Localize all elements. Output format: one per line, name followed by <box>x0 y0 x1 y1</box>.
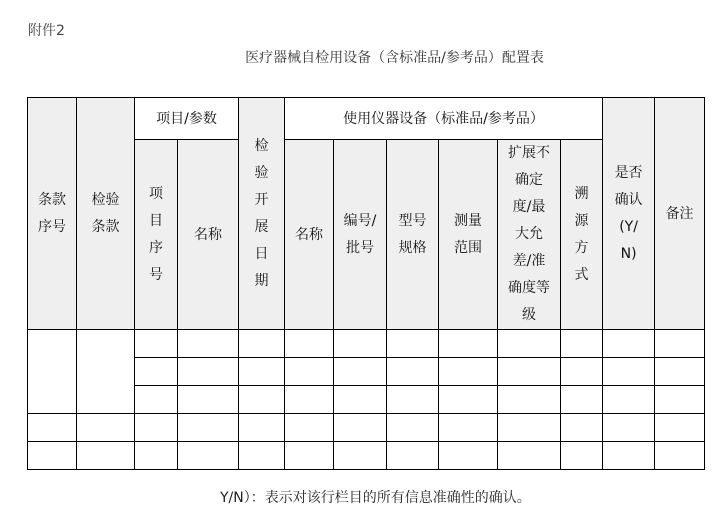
table-cell[interactable] <box>178 358 239 386</box>
footnote: Y/N）：表示对该行栏目的所有信息准确性的确认。 <box>220 490 531 506</box>
table-cell[interactable] <box>77 442 135 470</box>
table-cell[interactable] <box>561 330 603 358</box>
header-eq-code: 编号/ 批号 <box>334 140 387 330</box>
table-cell[interactable] <box>439 386 498 414</box>
table-cell[interactable] <box>387 386 439 414</box>
table-cell[interactable] <box>498 386 561 414</box>
table-cell[interactable] <box>655 414 705 442</box>
table-cell[interactable] <box>285 330 334 358</box>
attachment-label: 附件2 <box>28 23 65 39</box>
header-eq-uncertainty: 扩展不 确定 度/最 大允 差/准 确度等 级 <box>498 140 561 330</box>
header-eq-model: 型号 规格 <box>387 140 439 330</box>
table-cell[interactable] <box>334 414 387 442</box>
header-clause-no: 条款 序号 <box>28 98 77 330</box>
table-cell[interactable] <box>239 386 285 414</box>
table-cell[interactable] <box>387 414 439 442</box>
table-cell[interactable] <box>135 330 178 358</box>
table-cell[interactable] <box>178 442 239 470</box>
header-eq-trace: 溯 源 方 式 <box>561 140 603 330</box>
table-cell[interactable] <box>334 442 387 470</box>
table-cell[interactable] <box>135 358 178 386</box>
table-cell[interactable] <box>28 442 77 470</box>
table-cell[interactable] <box>387 442 439 470</box>
header-clause: 检验 条款 <box>77 98 135 330</box>
table-row <box>28 330 705 358</box>
table-cell[interactable] <box>239 442 285 470</box>
table-cell[interactable] <box>135 442 178 470</box>
table-cell[interactable] <box>239 414 285 442</box>
table-cell[interactable] <box>28 414 77 442</box>
table-cell[interactable] <box>561 386 603 414</box>
table-cell[interactable] <box>178 414 239 442</box>
table-cell[interactable] <box>285 414 334 442</box>
table-cell[interactable] <box>77 330 135 414</box>
header-item-no: 项 目 序 号 <box>135 140 178 330</box>
table-cell[interactable] <box>285 442 334 470</box>
table-cell[interactable] <box>603 442 655 470</box>
header-test-date: 检 验 开 展 日 期 <box>239 98 285 330</box>
table-cell[interactable] <box>498 414 561 442</box>
table-cell[interactable] <box>561 414 603 442</box>
table-cell[interactable] <box>178 386 239 414</box>
equipment-config-table <box>27 97 705 470</box>
table-cell[interactable] <box>655 386 705 414</box>
header-item-name: 名称 <box>178 140 239 330</box>
table-cell[interactable] <box>603 386 655 414</box>
table-cell[interactable] <box>603 414 655 442</box>
table-cell[interactable] <box>655 330 705 358</box>
table-cell[interactable] <box>77 414 135 442</box>
table-cell[interactable] <box>498 330 561 358</box>
header-item-group: 项目/参数 <box>135 98 239 140</box>
table-cell[interactable] <box>439 358 498 386</box>
header-remark: 备注 <box>655 98 705 330</box>
table-cell[interactable] <box>285 358 334 386</box>
table-cell[interactable] <box>135 414 178 442</box>
table-cell[interactable] <box>603 330 655 358</box>
table-row <box>28 414 705 442</box>
table-cell[interactable] <box>334 386 387 414</box>
table-cell[interactable] <box>285 386 334 414</box>
header-eq-name: 名称 <box>285 140 334 330</box>
table-cell[interactable] <box>439 330 498 358</box>
table-cell[interactable] <box>498 358 561 386</box>
table-cell[interactable] <box>561 358 603 386</box>
table-cell[interactable] <box>334 330 387 358</box>
table-cell[interactable] <box>28 330 77 414</box>
table-cell[interactable] <box>387 330 439 358</box>
table-cell[interactable] <box>498 442 561 470</box>
table-cell[interactable] <box>387 358 439 386</box>
table-cell[interactable] <box>178 330 239 358</box>
table-cell[interactable] <box>239 358 285 386</box>
table-cell[interactable] <box>561 442 603 470</box>
table-cell[interactable] <box>603 358 655 386</box>
header-equipment-group: 使用仪器设备（标准品/参考品） <box>285 98 603 140</box>
table-cell[interactable] <box>239 330 285 358</box>
table-cell[interactable] <box>655 358 705 386</box>
table-row <box>28 442 705 470</box>
table-cell[interactable] <box>135 386 178 414</box>
table-cell[interactable] <box>655 442 705 470</box>
table-cell[interactable] <box>334 358 387 386</box>
page-title: 医疗器械自检用设备（含标准品/参考品）配置表 <box>245 50 544 66</box>
table-cell[interactable] <box>439 442 498 470</box>
header-eq-range: 测量 范围 <box>439 140 498 330</box>
table-cell[interactable] <box>439 414 498 442</box>
header-confirm: 是否 确认 (Y/ N) <box>603 98 655 330</box>
